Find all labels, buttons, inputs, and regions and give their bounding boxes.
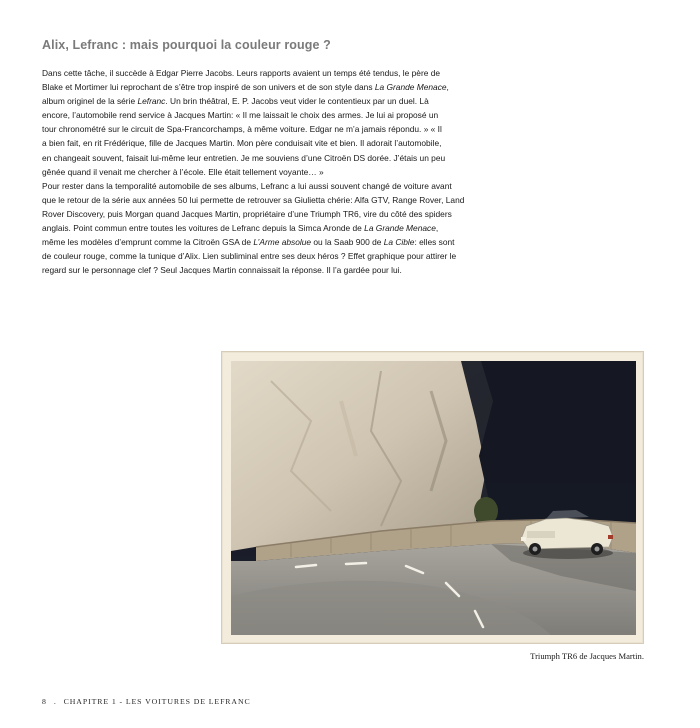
text-run: encore, l’automobile rend service à Jacques Martin: « Il me laissait le choix des armes. Je lui ai proposé un	[42, 110, 439, 121]
paragraph-line	[42, 207, 450, 221]
text-run: ou la Saab 900 de	[311, 237, 384, 248]
italic-title: La Grande Menace	[374, 82, 447, 93]
paragraph-line	[42, 249, 457, 263]
paragraph-line	[42, 221, 450, 235]
italic-title: Lefranc	[137, 96, 166, 107]
text-run: même les modèles d’emprunt comme la Citroën GSA de	[42, 237, 254, 248]
text-run: Rover Discovery, puis Morgan quand Jacques Martin, propriétaire d’une Triumph TR6, vire du côté des spiders	[42, 208, 452, 219]
text-run: regard sur le personnage clef ? Seul Jacques Martin connaissait la réponse. Il l’a gardée pour lui.	[42, 265, 402, 276]
text-run: ,	[446, 82, 449, 93]
text-run: Blake et Mortimer lui reprochant de s’être trop inspiré de son univers et de son style dans	[42, 82, 375, 93]
paragraph-line	[42, 263, 450, 277]
text-run: gênée quand il venait me chercher à l’école. Elle était tellement voyante… »	[42, 166, 324, 177]
page-footer	[42, 697, 251, 706]
paragraph-line	[42, 193, 465, 207]
text-run: album originel de la série	[42, 96, 138, 107]
text-run: . Un brin théâtral, E. P. Jacobs veut vider le contentieux par un duel. Là	[165, 96, 429, 107]
paragraph-line	[42, 108, 450, 122]
paragraph-line	[42, 94, 450, 108]
text-run: anglais. Point commun entre toutes les voitures de Lefranc depuis la Simca Aronde de	[42, 223, 365, 234]
italic-title: L’Arme absolue	[253, 237, 312, 248]
text-run: a bien fait, en rit Frédérique, fille de Jacques Martin. Mon père conduisait vite et bien. Il adorait l’automobile,	[42, 138, 442, 149]
paragraph-line	[42, 66, 450, 80]
body-paragraph	[42, 66, 465, 277]
text-run: de couleur rouge, comme la tunique d’Alix. Lien subliminal entre ses deux héros ? Effet graphique pour attirer le	[42, 251, 457, 262]
paragraph-line	[42, 122, 450, 136]
text-run: ,	[435, 223, 439, 234]
paragraph-line	[42, 235, 455, 249]
page-heading: Alix, Lefranc : mais pourquoi la couleur rouge ?	[42, 38, 331, 52]
italic-title: La Grande Menace	[364, 223, 436, 234]
paragraph-line	[42, 179, 450, 193]
paragraph-line	[42, 80, 450, 94]
text-run: en changeait souvent, faisait lui-même leur entretien. Je me souviens d’une Citroën DS dorée. J’étais un peu	[42, 152, 446, 163]
paragraph-line	[42, 136, 450, 150]
footer-separator: .	[53, 697, 57, 706]
text-run: tour chronométré sur le circuit de Spa-Francorchamps, à même voiture. Edgar ne m’a jamais répondu. » « Il	[42, 124, 442, 135]
text-run: Dans cette tâche, il succède à Edgar Pierre Jacobs. Leurs rapports avaient un temps été tendus, le père de	[42, 68, 441, 78]
photo-caption: Triumph TR6 de Jacques Martin.	[530, 651, 644, 661]
chapter-title: CHAPITRE 1 - LES VOITURES DE LEFRANC	[63, 697, 251, 706]
text-run: que le retour de la série aux années 50 lui permette de retrouver sa Giulietta chérie: Alfa GTV, Range Rover, Land	[42, 194, 465, 205]
text-run: : elles sont	[414, 237, 455, 248]
paragraph-line	[42, 151, 450, 165]
rock-face	[231, 361, 493, 551]
paragraph-line	[42, 165, 450, 179]
page-number: 8	[42, 697, 47, 706]
text-run: Pour rester dans la temporalité automobile de ses albums, Lefranc a lui aussi souvent changé de voiture avant	[42, 180, 452, 191]
car-photo	[231, 361, 636, 635]
italic-title: La Cible	[383, 237, 415, 248]
photo-print	[221, 351, 644, 644]
